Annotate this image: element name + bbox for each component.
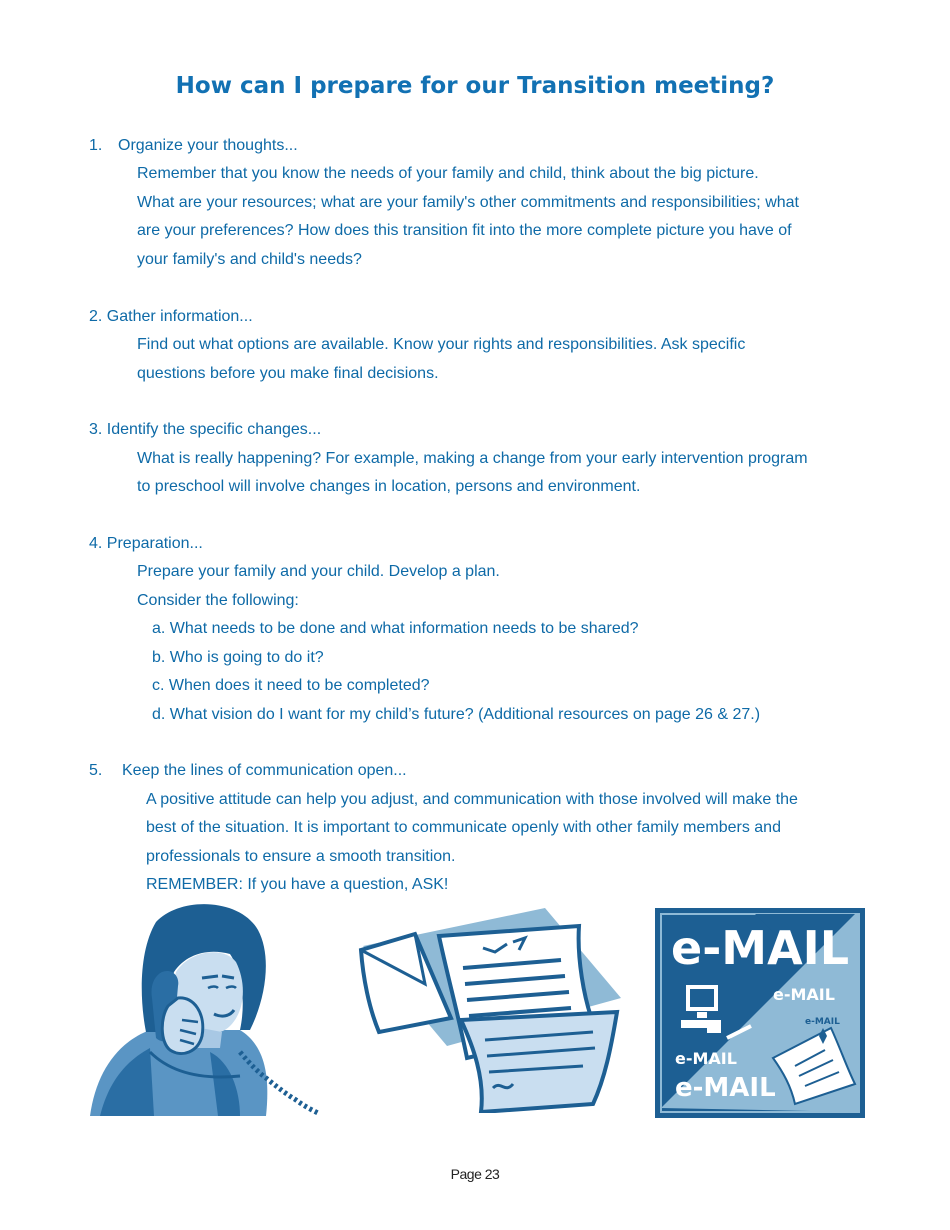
item-1-heading: 1. Organize your thoughts... [89, 137, 298, 154]
item-1-line-3: are your preferences? How does this transition fit into the more complete picture you have of [137, 222, 792, 239]
page-number: Page 23 [450, 1166, 500, 1182]
email-large-label: e-MAIL [671, 921, 850, 975]
item-5-line-3: professionals to ensure a smooth transition. [146, 848, 456, 865]
item-2-line-2: questions before you make final decisions. [137, 365, 439, 382]
item-4-heading: 4. Preparation... [89, 535, 203, 552]
item-5-heading: 5. Keep the lines of communication open... [89, 762, 407, 779]
item-1-line-4: your family's and child's needs? [137, 251, 362, 268]
item-2-line-1: Find out what options are available. Know your rights and responsibilities. Ask specific [137, 336, 746, 353]
item-4-subitem-d: d. What vision do I want for my child’s future? (Additional resources on page 26 & 27.) [152, 706, 761, 723]
item-3-heading: 3. Identify the specific changes... [89, 421, 322, 438]
item-4-line-2: Consider the following: [137, 592, 299, 609]
letters-illustration [355, 908, 621, 1113]
item-5-line-4: REMEMBER: If you have a question, ASK! [146, 876, 449, 893]
item-3-line-2: to preschool will involve changes in location, persons and environment. [137, 478, 641, 495]
item-1-line-2: What are your resources; what are your family's other commitments and responsibilities; what [137, 194, 799, 211]
page-title: How can I prepare for our Transition meeting? [175, 73, 775, 99]
email-small-label: e-MAIL [805, 1017, 840, 1027]
item-5-line-2: best of the situation. It is important to communicate openly with other family members and [146, 819, 781, 836]
item-4-subitem-c: c. When does it need to be completed? [152, 677, 430, 694]
email-mid-label: e-MAIL [773, 985, 835, 1004]
item-3-line-1: What is really happening? For example, making a change from your early intervention program [137, 450, 808, 467]
email-lower-label-2: e-MAIL [675, 1073, 776, 1103]
email-lower-label-1: e-MAIL [675, 1049, 737, 1068]
woman-on-phone-illustration [90, 902, 322, 1118]
item-4-line-1: Prepare your family and your child. Develop a plan. [137, 563, 500, 580]
item-4-subitem-a: a. What needs to be done and what information needs to be shared? [152, 620, 639, 637]
item-4-subitem-b: b. Who is going to do it? [152, 649, 324, 666]
item-2-heading: 2. Gather information... [89, 308, 253, 325]
item-5-line-1: A positive attitude can help you adjust, and communication with those involved will make the [146, 791, 798, 808]
email-illustration [655, 908, 865, 1118]
item-1-line-1: Remember that you know the needs of your family and child, think about the big picture. [137, 165, 759, 182]
